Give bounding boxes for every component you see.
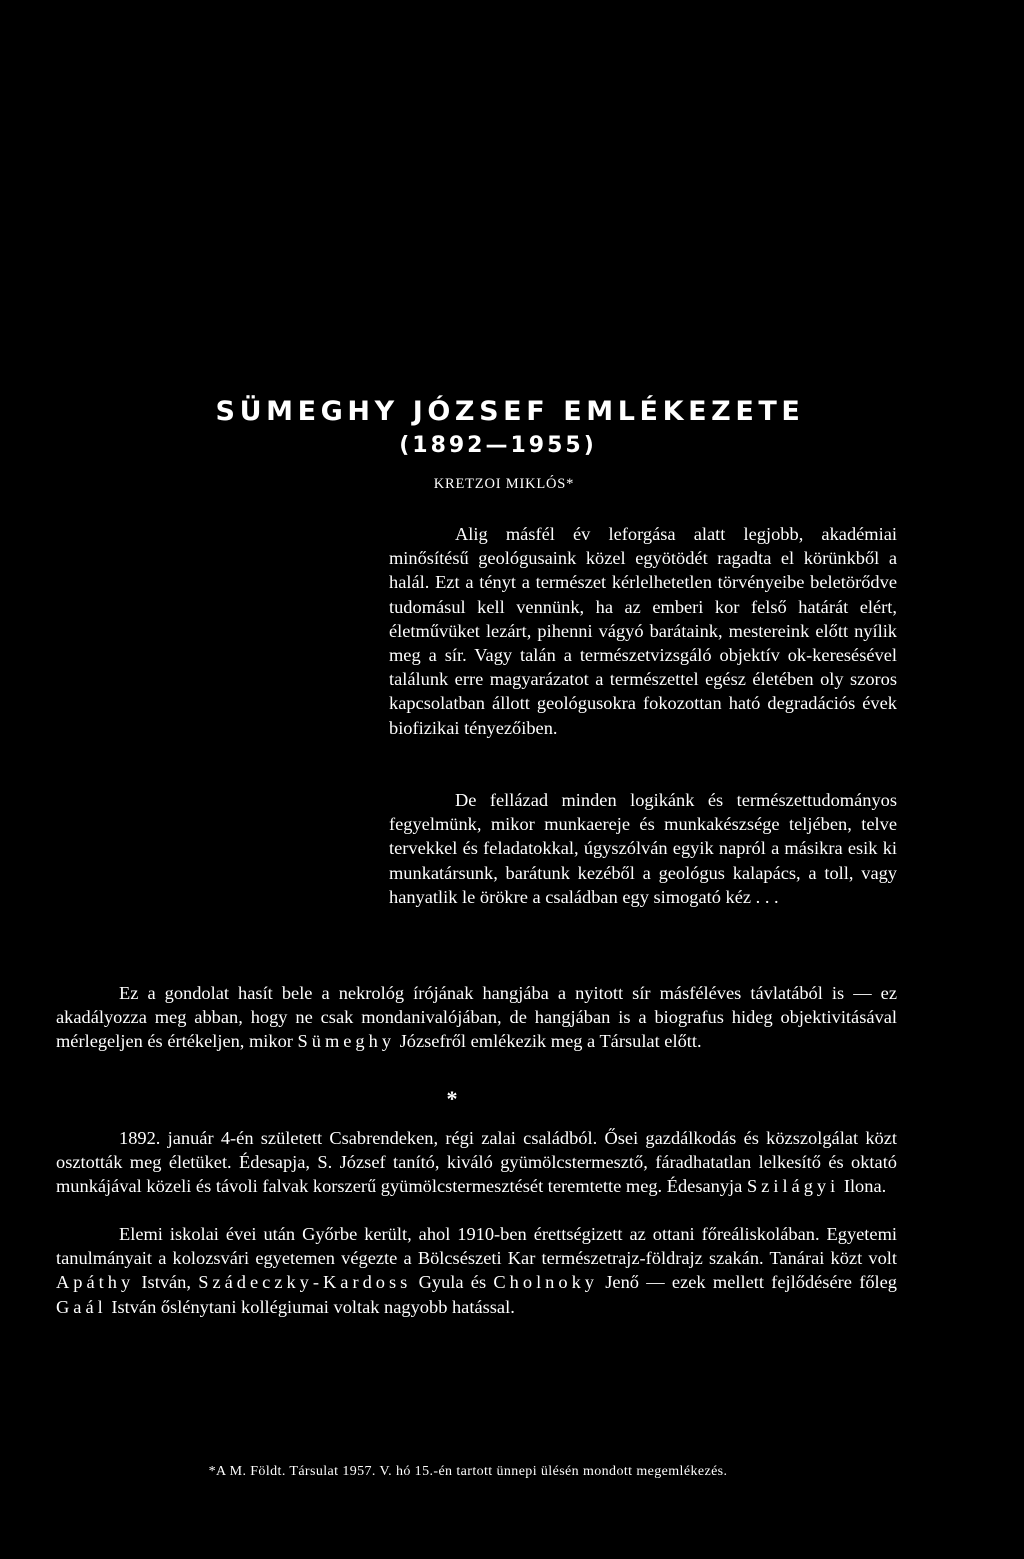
section-separator: *: [446, 1086, 458, 1111]
paragraph-5-text-d: Jenő — ezek mellett fejlődésére főleg: [597, 1272, 897, 1293]
paragraph-5-text-a: Elemi iskolai évei után Győrbe került, ahol 1910-ben érettségizett az ottani főreáliskolában. Egyetemi tanulmányait a kolozsvári egyetemen végezte a Bölcsészeti Kar természetrajz-földrajz szakán. Tanárai közt volt: [56, 1224, 897, 1269]
paragraph-4-text-a: 1892. január 4-én született Csabrendeken, régi zalai családból. Ősei gazdálkodás és közszolgálat közt osztották meg életüket. Édesapja, S. József tanító, kiváló gyümölcstermesztő, fáradhatatlan lelkesítő és oktató munkájával közeli és távoli falvak korszerű gyümölcstermesztését teremtette meg. Édesanyja: [56, 1128, 897, 1197]
author-name: KRETZOI MIKLÓS*: [433, 476, 575, 492]
person-name-apathy: Apáthy: [56, 1272, 135, 1293]
paragraph-5-text-b: István,: [134, 1272, 199, 1293]
paragraph-2: De fellázad minden logikánk és természettudományos fegyelmünk, mikor munkaereje és munkakészsége teljében, telve tervekkel és feladatokkal, úgyszólván egyik napról a másikra esik ki munkatársunk, barátunk kezéből a geológus kalapács, a toll, vagy hanyatlik le örökre a családban egy simogató kéz . . .: [389, 790, 897, 907]
person-name-cholnoky: Cholnoky: [493, 1272, 598, 1293]
paragraph-5: [56, 1222, 897, 1319]
footnote: *A M. Földt. Társulat 1957. V. hó 15.-én tartott ünnepi ülésén mondott megemlékezés.: [208, 1464, 728, 1479]
person-name-gaal: Gaál: [56, 1296, 107, 1317]
paragraph-4: [56, 1126, 897, 1199]
paragraph-4-text-b: Ilona.: [839, 1176, 887, 1197]
document-years: (1892—1955): [399, 433, 597, 458]
paragraph-5-text-e: István őslénytani kollégiumai voltak nagyobb hatással.: [106, 1296, 515, 1317]
paragraph-3-text-a: Ez a gondolat hasít bele a nekrológ írójának hangjába a nyitott sír másféléves távlatából is — ez akadályozza meg abban, hogy ne csak mondanivalójában, de hangjában is a biografus hideg objektivitásával mérlegeljen és értékeljen, mikor: [56, 983, 897, 1052]
paragraph-1: Alig másfél év leforgása alatt legjobb, akadémiai minősítésű geológusaink közel egyötödét ragadta el körünkből a halál. Ezt a tényt a természet kérlelhetetlen törvényeibe beletörődve tudomásul kell vennünk, ha az emberi kor felső határát elért, életművüket lezárt, pihenni vágyó barátaink, mestereink előtt nyílik meg a sír. Vagy talán a természetvizsgáló objektív ok-keresésével találunk erre magyarázatot a természettel egész életében oly szoros kapcsolatban állott geológusokra fokozottan ható degradációs évek biofizikai tényezőiben.: [389, 524, 897, 738]
person-name-szadeczky-kardoss: Szádeczky-Kardoss: [198, 1272, 412, 1293]
paragraph-3: [56, 981, 897, 1054]
person-name-szilagyi: Szilágyi: [746, 1176, 840, 1197]
paragraph-3-text-b: Józsefről emlékezik meg a Társulat előtt.: [395, 1031, 702, 1052]
person-name-sumeghy: Sümeghy: [297, 1031, 396, 1052]
paragraph-5-text-c: Gyula és: [411, 1272, 494, 1293]
document-title: SÜMEGHY JÓZSEF EMLÉKEZETE: [215, 396, 805, 427]
